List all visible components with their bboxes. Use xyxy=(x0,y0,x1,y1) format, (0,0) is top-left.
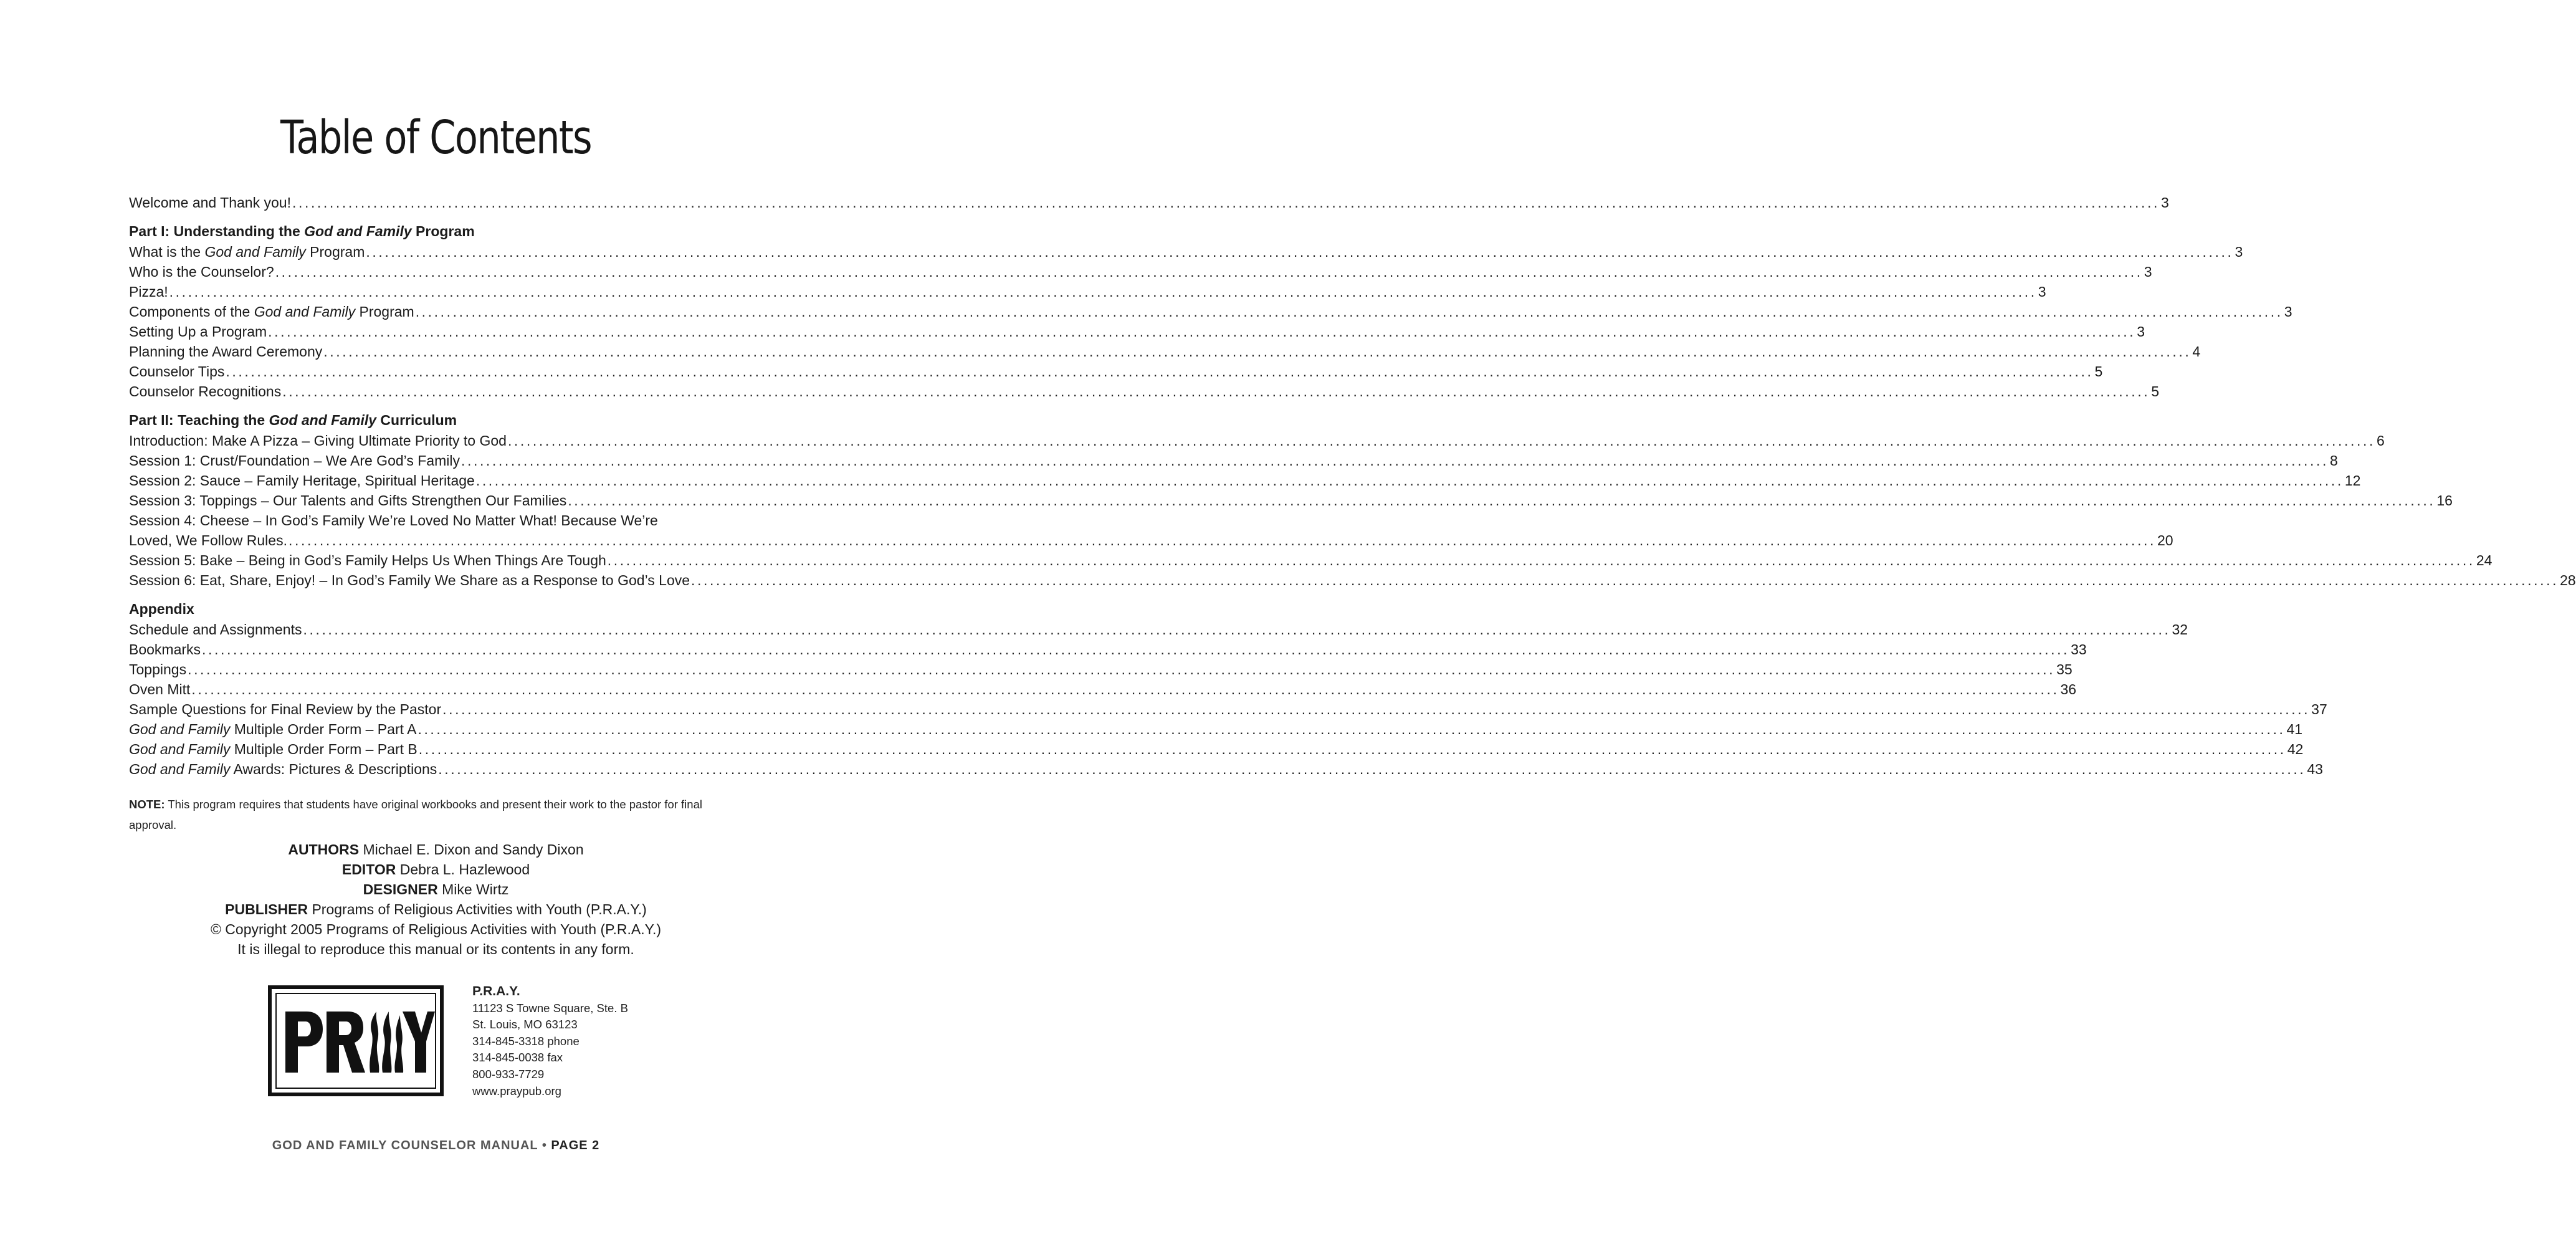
toc-entry-label: Setting Up a Program xyxy=(129,323,267,340)
toc-entry[interactable] xyxy=(129,242,2243,262)
credits-designer xyxy=(0,879,872,899)
designer-label: DESIGNER xyxy=(363,881,438,897)
toc-entry-label: Session 2: Sauce – Family Heritage, Spiritual Heritage xyxy=(129,472,475,489)
credits-editor xyxy=(0,859,872,879)
toc-entry[interactable] xyxy=(129,679,2077,699)
toc-page-number: 36 xyxy=(2060,681,2077,697)
toc-entry-welcome[interactable] xyxy=(129,193,2169,213)
toc-leader-dots: ............................................................................................................................................................................................................................................................................................................ xyxy=(568,492,2436,509)
toc-page-number: 6 xyxy=(2376,433,2385,449)
toc-page-number: 41 xyxy=(2286,721,2303,737)
toc-leader-dots: ............................................................................................................................................................................................................................................................................................................ xyxy=(507,433,2375,449)
toc-entry-label: Pizza! xyxy=(129,284,168,300)
toc-entry-label: Loved, We Follow Rules. xyxy=(129,532,287,548)
address-tollfree: 800-933-7729 xyxy=(472,1067,545,1081)
toc-entry[interactable] xyxy=(129,759,2323,779)
table-of-contents xyxy=(129,193,2576,779)
toc-entry-label: Session 5: Bake – Being in God’s Family Helps Us When Things Are Tough xyxy=(129,552,606,568)
toc-entry-session4-line2[interactable] xyxy=(129,530,2173,550)
toc-page-number: 43 xyxy=(2307,761,2323,777)
toc-leader-dots: ............................................................................................................................................................................................................................................................................................................ xyxy=(282,383,2150,399)
credits xyxy=(0,839,872,959)
toc-entry[interactable] xyxy=(129,302,2292,322)
footer-separator: • xyxy=(538,1139,551,1152)
toc-entry-label: Welcome and Thank you! xyxy=(129,194,291,211)
credits-authors xyxy=(0,839,872,859)
toc-heading-appendix: Appendix xyxy=(129,601,194,617)
toc-leader-dots: ............................................................................................................................................................................................................................................................................................................ xyxy=(442,701,2311,717)
toc-entry-label: Planning the Award Ceremony xyxy=(129,343,323,360)
toc-entry[interactable] xyxy=(129,639,2087,659)
toc-leader-dots: ............................................................................................................................................................................................................................................................................................................ xyxy=(417,721,2286,737)
toc-page-number: 5 xyxy=(2151,383,2160,399)
toc-entry-italic: God and Family xyxy=(129,741,231,757)
publisher-label: PUBLISHER xyxy=(225,901,308,917)
toc-entry[interactable] xyxy=(129,262,2152,282)
toc-page-number: 20 xyxy=(2157,532,2173,548)
toc-leader-dots: ............................................................................................................................................................................................................................................................................................................ xyxy=(418,741,2286,757)
credits-copyright: © Copyright 2005 Programs of Religious Activities with Youth (P.R.A.Y.) xyxy=(210,921,662,937)
toc-page-number: 3 xyxy=(2144,264,2152,280)
toc-entry[interactable] xyxy=(129,322,2145,342)
toc-entry-label: Session 6: Eat, Share, Enjoy! – In God’s Family We Share as a Response to God’s Love xyxy=(129,572,690,588)
footer-title: GOD AND FAMILY COUNSELOR MANUAL xyxy=(272,1139,538,1152)
toc-entry-label: Oven Mitt xyxy=(129,681,191,697)
address-fax: 314-845-0038 fax xyxy=(472,1051,563,1064)
toc-entry-label: Components of the God and Family Program xyxy=(129,304,414,320)
publisher-value: Programs of Religious Activities with Youth (P.R.A.Y.) xyxy=(308,901,647,917)
toc-page-number: 37 xyxy=(2311,701,2327,717)
toc-page-number: 28 xyxy=(2560,572,2576,588)
toc-entry-label: Session 1: Crust/Foundation – We Are God’s Family xyxy=(129,452,460,469)
toc-entry-label: Introduction: Make A Pizza – Giving Ultimate Priority to God xyxy=(129,433,507,449)
toc-entry-label: God and Family Multiple Order Form – Part A xyxy=(129,721,417,737)
toc-entry[interactable] xyxy=(129,550,2493,570)
toc-leader-dots: ............................................................................................................................................................................................................................................................................................................ xyxy=(268,323,2136,340)
toc-page-number: 3 xyxy=(2038,284,2046,300)
toc-entry-italic: God and Family xyxy=(129,761,231,777)
toc-page-number: 16 xyxy=(2436,492,2453,509)
toc-page-number: 4 xyxy=(2192,343,2201,360)
toc-page-number: 3 xyxy=(2284,304,2292,320)
toc-entry-label: God and Family Multiple Order Form – Part B xyxy=(129,741,417,757)
toc-entry-label: God and Family Awards: Pictures & Descriptions xyxy=(129,761,437,777)
pray-logo xyxy=(268,985,444,1096)
toc-leader-dots: ............................................................................................................................................................................................................................................................................................................ xyxy=(438,761,2306,777)
toc-leader-dots: ............................................................................................................................................................................................................................................................................................................ xyxy=(275,264,2143,280)
credits-publisher xyxy=(0,899,872,919)
toc-entry[interactable] xyxy=(129,490,2453,510)
toc-leader-dots: ............................................................................................................................................................................................................................................................................................................ xyxy=(323,343,2192,360)
toc-page-number: 3 xyxy=(2161,194,2169,211)
toc-page-number: 5 xyxy=(2094,363,2103,380)
toc-entry[interactable] xyxy=(129,739,2304,759)
toc-page-number: 32 xyxy=(2172,621,2188,638)
logo-lettering xyxy=(277,994,435,1088)
publisher-address xyxy=(472,983,722,1099)
credits-legal: It is illegal to reproduce this manual or its contents in any form. xyxy=(237,941,634,957)
toc-leader-dots: ............................................................................................................................................................................................................................................................................................................ xyxy=(226,363,2094,380)
toc-entry-label: Schedule and Assignments xyxy=(129,621,302,638)
toc-entry-italic: God and Family xyxy=(254,304,356,320)
toc-leader-dots: ............................................................................................................................................................................................................................................................................................................ xyxy=(366,244,2234,260)
footer-page-number: PAGE 2 xyxy=(551,1139,600,1152)
toc-entry-label: Sample Questions for Final Review by the Pastor xyxy=(129,701,442,717)
toc-entry-label: Toppings xyxy=(129,661,187,677)
toc-entry-label: Session 3: Toppings – Our Talents and Gifts Strengthen Our Families xyxy=(129,492,567,509)
toc-entry[interactable] xyxy=(129,431,2385,451)
address-line1: 11123 S Towne Square, Ste. B xyxy=(472,1001,628,1015)
toc-entry-italic: God and Family xyxy=(129,721,231,737)
toc-page-number: 3 xyxy=(2137,323,2145,340)
toc-page-number: 8 xyxy=(2330,452,2338,469)
toc-entry[interactable] xyxy=(129,719,2303,739)
toc-leader-dots: ............................................................................................................................................................................................................................................................................................................ xyxy=(188,661,2056,677)
toc-leader-dots: ............................................................................................................................................................................................................................................................................................................ xyxy=(460,452,2329,469)
logo-frame xyxy=(275,993,436,1089)
toc-entry[interactable] xyxy=(129,570,2576,590)
note-text: This program requires that students have original workbooks and present their work to the pastor for final approval. xyxy=(129,798,702,831)
toc-entry-label: What is the God and Family Program xyxy=(129,244,365,260)
authors-label: AUTHORS xyxy=(288,841,360,858)
toc-leader-dots: ............................................................................................................................................................................................................................................................................................................ xyxy=(691,572,2559,588)
toc-page-number: 12 xyxy=(2344,472,2361,489)
editor-value: Debra L. Hazlewood xyxy=(396,861,530,878)
toc-entry[interactable] xyxy=(129,659,2073,679)
page-footer xyxy=(0,1139,872,1153)
toc-entry[interactable] xyxy=(129,619,2188,639)
toc-entry[interactable] xyxy=(129,699,2327,719)
toc-leader-dots: ............................................................................................................................................................................................................................................................................................................ xyxy=(292,194,2160,211)
toc-entry[interactable] xyxy=(129,361,2103,381)
toc-entry[interactable] xyxy=(129,342,2201,361)
toc-entry[interactable] xyxy=(129,282,2046,302)
toc-leader-dots: ............................................................................................................................................................................................................................................................................................................ xyxy=(415,304,2283,320)
toc-leader-dots: ............................................................................................................................................................................................................................................................................................................ xyxy=(475,472,2344,489)
toc-page-number: 33 xyxy=(2071,641,2087,658)
toc-heading-part1: Part I: Understanding the God and Family Program xyxy=(129,223,475,239)
toc-page-number: 3 xyxy=(2235,244,2243,260)
note xyxy=(129,794,752,835)
toc-leader-dots: ............................................................................................................................................................................................................................................................................................................ xyxy=(607,552,2475,568)
toc-heading-part2: Part II: Teaching the God and Family Curriculum xyxy=(129,412,457,428)
toc-leader-dots: ............................................................................................................................................................................................................................................................................................................ xyxy=(169,284,2037,300)
note-label: NOTE: xyxy=(129,798,165,811)
authors-value: Michael E. Dixon and Sandy Dixon xyxy=(359,841,584,858)
page-title: Table of Contents xyxy=(280,111,592,165)
toc-page-number: 35 xyxy=(2056,661,2073,677)
toc-entry-label: Who is the Counselor? xyxy=(129,264,274,280)
toc-page-number: 42 xyxy=(2287,741,2304,757)
address-org: P.R.A.Y. xyxy=(472,984,520,998)
toc-entry-session4-line1[interactable]: Session 4: Cheese – In God’s Family We’re Loved No Matter What! Because We’re xyxy=(129,512,658,529)
toc-entry-label: Counselor Recognitions xyxy=(129,383,282,399)
toc-leader-dots: ............................................................................................................................................................................................................................................................................................................ xyxy=(191,681,2059,697)
toc-entry[interactable] xyxy=(129,451,2338,471)
toc-entry[interactable] xyxy=(129,381,2160,401)
toc-leader-dots: ............................................................................................................................................................................................................................................................................................................ xyxy=(288,532,2157,548)
toc-leader-dots: ............................................................................................................................................................................................................................................................................................................ xyxy=(202,641,2070,658)
toc-entry-label: Counselor Tips xyxy=(129,363,225,380)
address-line2: St. Louis, MO 63123 xyxy=(472,1018,578,1031)
heading-italic: God and Family xyxy=(269,412,377,428)
toc-entry-label: Bookmarks xyxy=(129,641,201,658)
editor-label: EDITOR xyxy=(341,861,396,878)
address-web[interactable]: www.praypub.org xyxy=(472,1084,561,1098)
toc-entry[interactable] xyxy=(129,471,2361,490)
designer-value: Mike Wirtz xyxy=(437,881,509,897)
heading-italic: God and Family xyxy=(304,223,412,239)
toc-page-number: 24 xyxy=(2476,552,2493,568)
toc-leader-dots: ............................................................................................................................................................................................................................................................................................................ xyxy=(303,621,2171,638)
toc-entry-italic: God and Family xyxy=(204,244,306,260)
address-phone: 314-845-3318 phone xyxy=(472,1034,580,1048)
